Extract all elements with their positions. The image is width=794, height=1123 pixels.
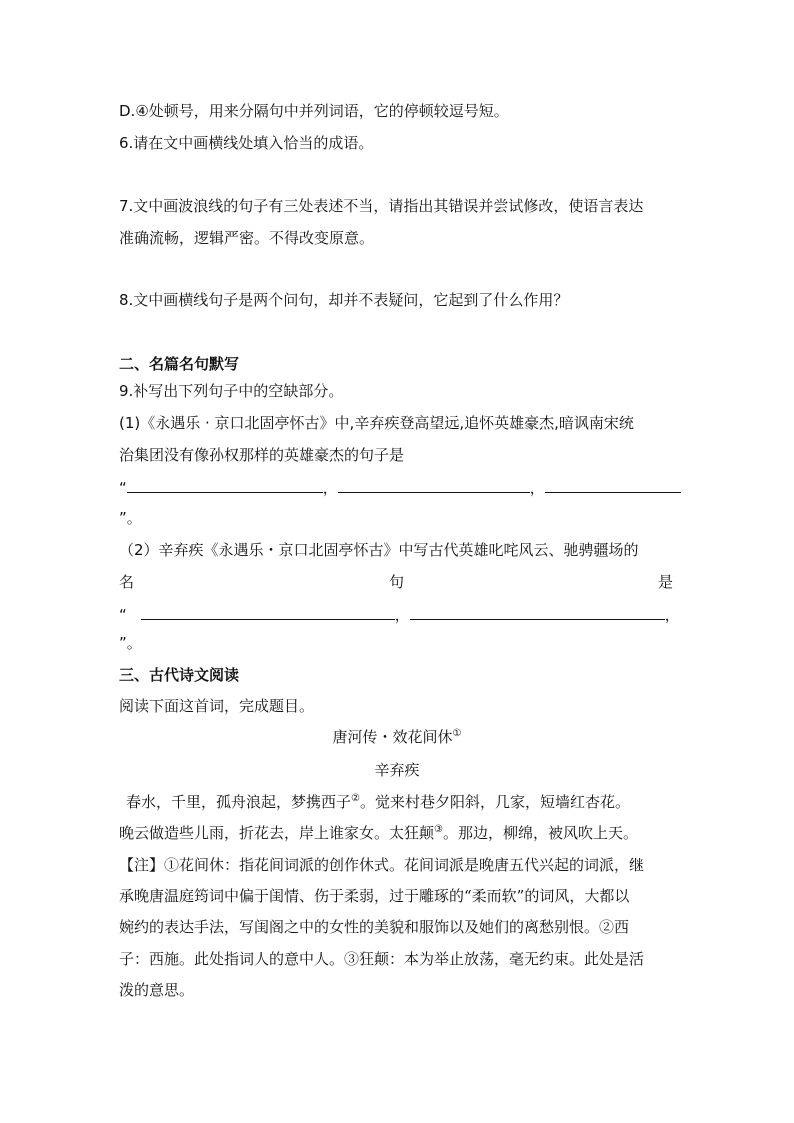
notes-line-2: 承晚唐温庭筠词中偏于闺情、伤于柔弱，过于雕琢的“柔而软”的词风，大都以 bbox=[119, 887, 630, 905]
blank-4[interactable] bbox=[141, 605, 395, 620]
poem-line-2-note: ③ bbox=[434, 824, 443, 835]
blank-2[interactable] bbox=[338, 478, 530, 493]
close-quote-1: ”。 bbox=[119, 509, 142, 527]
question-9-2-word-ming: 名 bbox=[119, 573, 135, 591]
poem-line-1-note: ② bbox=[351, 793, 360, 804]
close-quote-2: ”。 bbox=[119, 634, 142, 652]
blank-3[interactable] bbox=[545, 478, 681, 493]
poem-line-2 bbox=[119, 823, 638, 843]
question-7-line-2: 准确流畅，逻辑严密。不得改变原意。 bbox=[119, 229, 375, 247]
question-7-line-1: 7.文中画波浪线的句子有三处表述不当，请指出其错误并尝试修改，使语言表达 bbox=[119, 197, 644, 215]
question-6: 6.请在文中画横线处填入恰当的成语。 bbox=[119, 134, 374, 152]
comma: ， bbox=[529, 479, 545, 497]
section-2-title: 二、名篇名句默写 bbox=[119, 355, 240, 373]
open-quote: “ bbox=[119, 479, 127, 497]
question-9: 9.补写出下列句子中的空缺部分。 bbox=[119, 382, 344, 400]
poem-title-note: ① bbox=[452, 728, 462, 739]
poem-line-1-b: 。觉来村巷夕阳斜，几家，短墙红杏花。 bbox=[359, 793, 630, 811]
question-9-2-word-ju: 句 bbox=[389, 573, 405, 591]
blank-1[interactable] bbox=[127, 478, 323, 493]
poem-line-1-a: 春水，千里，孤舟浪起，梦携西子 bbox=[126, 793, 352, 811]
poem-title-text: 唐河传・效花间休 bbox=[332, 728, 453, 746]
comma: ， bbox=[322, 479, 338, 497]
notes-line-1: 【注】①花间休：指花间词派的创作休式。花间词派是晚唐五代兴起的词派，继 bbox=[119, 856, 645, 874]
blank-row-2 bbox=[119, 605, 680, 625]
question-9-1-line-1: (1)《永遇乐 · 京口北固亭怀古》中,辛弃疾登高望远,追怀英雄豪杰,暗讽南宋统 bbox=[119, 414, 634, 432]
question-9-1-line-2: 治集团没有像孙权那样的英雄豪杰的句子是 bbox=[119, 446, 405, 464]
notes-line-5: 泼的意思。 bbox=[119, 981, 195, 999]
section-3-title: 三、古代诗文阅读 bbox=[119, 666, 240, 684]
option-d: D.④处顿号，用来分隔句中并列词语，它的停顿较逗号短。 bbox=[119, 102, 509, 120]
question-9-2-line-1: （2）辛弃疾《永遇乐・京口北固亭怀古》中写古代英雄叱咤风云、驰骋疆场的 bbox=[119, 541, 639, 559]
notes-line-4: 子：西施。此处指词人的意中人。③狂颠：本为举止放荡，毫无约束。此处是活 bbox=[119, 950, 645, 968]
comma: ， bbox=[394, 606, 410, 624]
question-9-2-word-shi: 是 bbox=[658, 573, 674, 591]
question-8: 8.文中画横线句子是两个问句，却并不表疑问，它起到了什么作用？ bbox=[119, 291, 569, 309]
poem-line-2-a: 晚云做造些儿雨，折花去，岸上谁家女。太狂颠 bbox=[119, 824, 435, 842]
poem-line-1 bbox=[126, 792, 630, 812]
comma: ， bbox=[664, 606, 680, 624]
reading-instruction: 阅读下面这首词，完成题目。 bbox=[119, 697, 315, 715]
open-quote: “ bbox=[119, 606, 127, 624]
poem-title bbox=[0, 727, 794, 747]
poem-line-2-b: 。那边，柳绵，被风吹上天。 bbox=[442, 824, 638, 842]
blank-5[interactable] bbox=[410, 605, 665, 620]
notes-line-3: 婉约的表达手法，写闺阁之中的女性的美貌和服饰以及她们的离愁别恨。②西 bbox=[119, 918, 630, 936]
poem-author: 辛弃疾 bbox=[374, 761, 420, 779]
blank-row-1 bbox=[119, 478, 681, 498]
